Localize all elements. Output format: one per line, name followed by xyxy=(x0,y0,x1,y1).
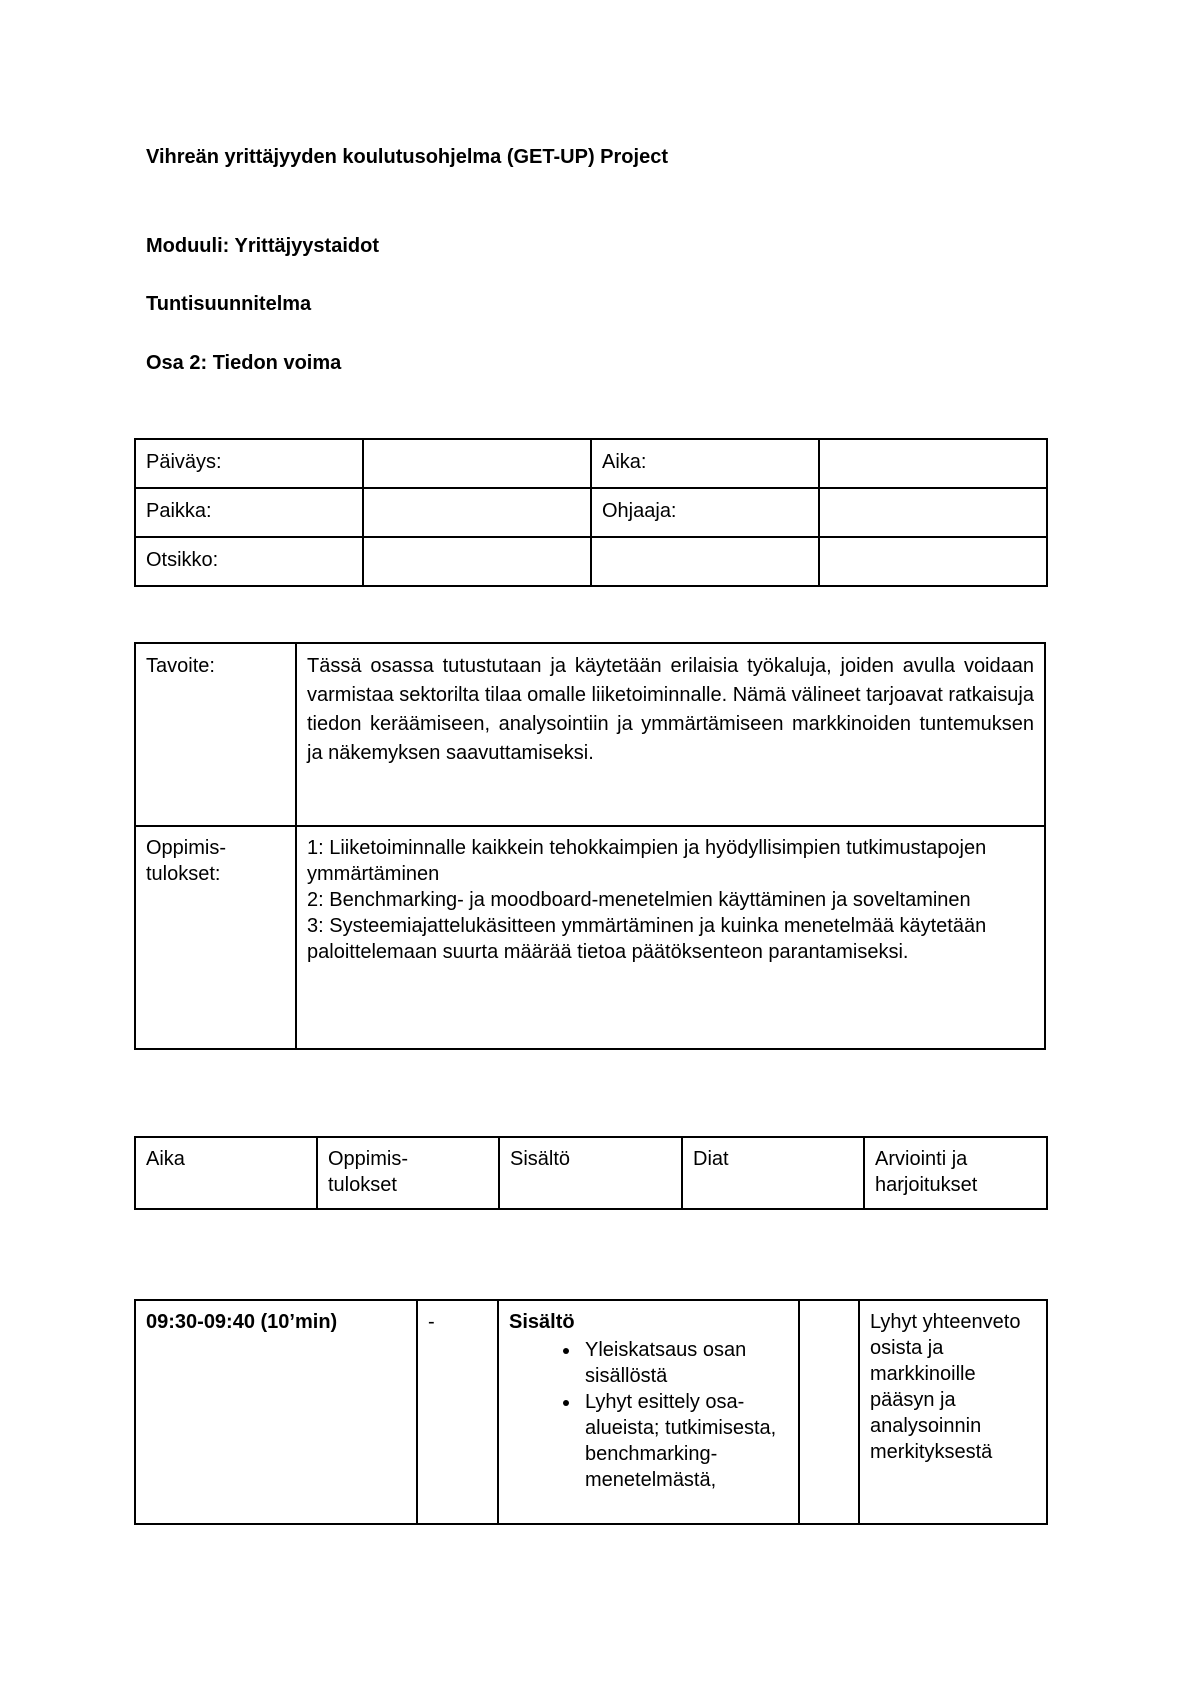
session-time: 09:30-09:40 (10’min) xyxy=(135,1300,417,1524)
session-slides xyxy=(799,1300,859,1524)
column-header-assessment xyxy=(864,1137,1047,1209)
title-label: Otsikko: xyxy=(135,537,363,586)
table-row xyxy=(135,826,1045,1049)
outcomes-label xyxy=(135,826,296,1049)
date-label: Päiväys: xyxy=(135,439,363,488)
column-header-outcomes xyxy=(317,1137,499,1209)
outcomes-label-line: Oppimis- xyxy=(146,837,227,859)
document-title: Vihreän yrittäjyyden koulutusohjelma (GET-UP) Project xyxy=(146,146,668,168)
outcome-item: 1: Liiketoiminnalle kaikkein tehokkaimpien ja hyödyllisimpien tutkimustapojen ymmärtäminen xyxy=(307,837,987,885)
time-label: Aika: xyxy=(591,439,819,488)
list-item: • Lyhyt esittely osa-alueista; tutkimisesta, benchmarking-menetelmästä, xyxy=(581,1389,788,1493)
schedule-header-table xyxy=(134,1136,1048,1210)
schedule-table xyxy=(134,1299,1048,1525)
session-content xyxy=(498,1300,799,1524)
place-field[interactable] xyxy=(363,488,591,537)
outcomes-list xyxy=(296,826,1045,1049)
table-row xyxy=(135,643,1045,826)
column-header-content: Sisältö xyxy=(499,1137,682,1209)
table-row xyxy=(135,1137,1047,1209)
place-label: Paikka: xyxy=(135,488,363,537)
table-row xyxy=(135,439,1047,488)
module-heading: Moduuli: Yrittäjyystaidot xyxy=(146,235,379,257)
list-item: • Yleiskatsaus osan sisällöstä xyxy=(581,1337,788,1389)
column-header-slides: Diat xyxy=(682,1137,864,1209)
instructor-field[interactable] xyxy=(819,488,1047,537)
header-line: tulokset xyxy=(328,1174,397,1196)
empty-cell xyxy=(591,537,819,586)
goal-label: Tavoite: xyxy=(135,643,296,826)
outcome-item: 2: Benchmarking- ja moodboard-menetelmien käyttäminen ja soveltaminen xyxy=(307,889,971,911)
objectives-table xyxy=(134,642,1046,1050)
lesson-plan-heading: Tuntisuunnitelma xyxy=(146,293,312,315)
goal-text: Tässä osassa tutustutaan ja käytetään erilaisia työkaluja, joiden avulla voidaan varmistaa sektorilta tilaa omalle liiketoiminnalle. Nämä välineet tarjoavat ratkaisuja tiedon keräämiseen, analysointiin ja ymmärtämiseen markkinoiden tuntemuksen ja näkemyksen saavuttamiseksi. xyxy=(296,643,1045,826)
table-row xyxy=(135,537,1047,586)
content-title: Sisältö xyxy=(509,1311,575,1333)
info-table xyxy=(134,438,1048,587)
instructor-label: Ohjaaja: xyxy=(591,488,819,537)
empty-cell xyxy=(819,537,1047,586)
header-line: Oppimis- xyxy=(328,1148,409,1170)
title-field[interactable] xyxy=(363,537,591,586)
table-row xyxy=(135,1300,1047,1524)
column-header-time: Aika xyxy=(135,1137,317,1209)
outcome-item: 3: Systeemiajattelukäsitteen ymmärtäminen ja kuinka menetelmää käytetään paloittelemaan suurta määrää tietoa päätöksenteon parantamiseksi. xyxy=(307,915,987,963)
session-assessment: Lyhyt yhteenveto osista ja markkinoille pääsyn ja analysoinnin merkityksestä xyxy=(859,1300,1047,1524)
table-row xyxy=(135,488,1047,537)
part-heading: Osa 2: Tiedon voima xyxy=(146,352,342,374)
session-outcomes: - xyxy=(417,1300,498,1524)
header-line: harjoitukset xyxy=(875,1174,978,1196)
time-field[interactable] xyxy=(819,439,1047,488)
content-list xyxy=(509,1337,788,1493)
date-field[interactable] xyxy=(363,439,591,488)
header-line: Arviointi ja xyxy=(875,1148,968,1170)
outcomes-label-line: tulokset: xyxy=(146,863,221,885)
